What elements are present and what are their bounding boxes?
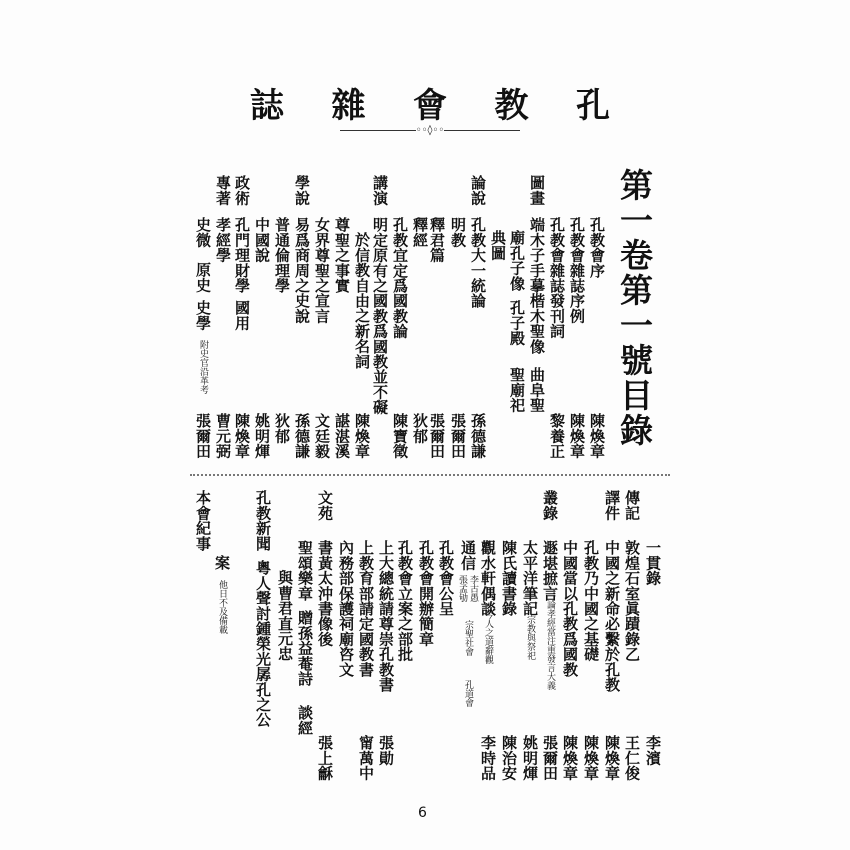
entry-title: 中國當以孔教爲國教 [561,540,579,677]
entry-author: 張爾田 [428,413,446,459]
entry-title: 遯堪摭言 [541,540,559,601]
section-label: 專著 [214,175,232,206]
entry-author: 孫德謙 [469,413,487,459]
entry-author: 張上龢 [316,735,334,781]
entry-title: 孔教乃中國之基礎 [582,540,600,662]
entry-title: 上教育部請定國教書 [357,540,375,677]
entry-author: 曹元弼 [214,413,232,459]
entry-title: 釋君篇 [428,217,446,263]
section-label: 傳記 [623,490,641,521]
entry-note: 宗教與祭祀 [525,615,535,660]
section-label: 本會紀事 [194,490,212,551]
entry-author: 姚明煇 [521,735,539,781]
entry-title: 一貫錄 [644,540,662,586]
section-label: 文苑 [316,490,334,521]
masthead-char: 會 [413,86,447,126]
entry-title: 敦煌石室眞蹟錄乙 [623,540,641,662]
entry-title: 典圖 [489,230,507,261]
entry-title: 於信教自由之新名詞 [353,232,371,369]
entry-author: 李濱 [644,735,662,766]
entry-title: 孝經學 [214,217,232,263]
section-label: 講演 [371,175,389,206]
entry-title: 孔教宜定爲國教論 [391,217,409,339]
entry-author: 陳煥章 [582,735,600,781]
entry-title: 太平洋筆記 [521,540,539,616]
entry-author: 諶湛溪 [333,413,351,459]
entry-title: 書黃太沖書像後 [316,540,334,647]
entry-author: 文廷毅 [313,413,331,459]
entry-note: 宗聖社會 [463,620,473,656]
entry-author: 張爾田 [541,735,559,781]
entry-title: 普通倫理學 [273,217,291,293]
entry-note: 他日不及備載 [217,580,227,634]
section-label: 政術 [233,175,251,206]
entry-title: 孔子殿 [508,300,526,346]
entry-author: 孫德謙 [293,413,311,459]
entry-title: 孔門理財學 [233,217,251,293]
page-number: 6 [418,805,427,821]
entry-title: 端木子手摹楷木聖像 [528,217,546,354]
entry-author: 狄郁 [411,413,429,444]
entry-title: 廟孔子像 [508,230,526,291]
entry-author: 陳煥章 [233,413,251,459]
entry-title: 贈孫益菴詩 [296,610,314,686]
entry-title: 聖頌樂章 [296,540,314,601]
entry-note: 今人之道辭觀 [483,610,493,664]
entry-title: 孔教大一統論 [469,217,487,309]
entry-note: 論孝經當注重發言大義 [545,600,555,690]
entry-author: 陳治安 [500,735,518,781]
entry-author: 王仁俊 [623,735,641,781]
entry-author: 張爾田 [449,413,467,459]
entry-title: 釋經 [411,217,429,248]
ornament-divider: ◦◦◊◦◦ [340,126,520,134]
entry-author: 李時品 [479,735,497,781]
entry-author: 甯萬中 [357,735,375,781]
entry-title: 通信 [459,540,477,571]
entry-author: 張爾田 [194,413,212,459]
entry-title: 粵人聲討鍾榮光孱孔之公 [254,560,272,728]
section-label: 叢錄 [541,490,559,521]
entry-author: 黎養正 [548,413,566,459]
entry-title: 尊聖之事實 [333,217,351,293]
entry-title: 案 [213,555,231,571]
entry-title: 內務部保護祠廟咨文 [337,540,355,677]
entry-note: 孔道會 [463,680,473,707]
entry-author: 陳煥章 [568,413,586,459]
entry-author: 姚明煇 [253,413,271,459]
entry-title: 史微 [194,217,212,248]
entry-title: 陳氏讀書錄 [500,540,518,616]
entry-author: 陳煥章 [353,413,371,459]
entry-title: 與曹君直元忠 [276,570,294,662]
section-label: 孔教新聞 [254,490,272,551]
entry-title: 聖廟祀 [508,367,526,413]
entry-author: 狄郁 [273,413,291,444]
entry-note: 張孟劬 [457,575,467,602]
entry-title: 明教 [449,217,467,248]
entry-title: 中國之新命必繫於孔教 [603,540,621,692]
entry-title: 易爲商周之史說 [293,217,311,324]
entry-title: 國用 [233,300,251,331]
section-label: 譯件 [603,490,621,521]
entry-title: 孔教會雜誌發刊詞 [548,217,566,339]
dotted-divider [190,474,670,476]
section-label: 學說 [293,175,311,206]
entry-note: 李古愚 [468,575,478,602]
entry-title: 史學 [194,300,212,331]
entry-author: 陳寶徵 [391,413,409,459]
entry-title: 明定原有之國教爲國教並不礙 [371,217,389,415]
masthead-char: 教 [494,86,529,126]
entry-title: 觀水軒偶談 [479,540,497,616]
entry-title: 孔教會雜誌序例 [568,217,586,324]
masthead-char: 誌 [250,86,284,126]
masthead-title [250,78,610,127]
section-label: 論說 [469,175,487,206]
entry-title: 孔教會開辦簡章 [417,540,435,647]
entry-title: 原史 [194,262,212,293]
masthead-char: 雜 [331,86,366,126]
entry-author: 陳煥章 [603,735,621,781]
entry-title: 孔教會序 [588,217,606,278]
entry-title: 女界尊聖之宣言 [313,217,331,324]
masthead-char: 孔 [576,86,610,126]
entry-title: 曲阜聖 [528,367,546,413]
entry-title: 中國說 [253,217,271,263]
entry-note: 附史官沿革考 [198,340,208,394]
entry-title: 談經 [296,705,314,736]
entry-author: 張勛 [377,735,395,766]
entry-title: 孔教會公呈 [437,540,455,616]
entry-title: 孔教會立案之部批 [396,540,414,662]
entry-author: 陳煥章 [561,735,579,781]
toc-heading: 第一卷第一號目錄 [615,168,654,448]
entry-title: 上大總統請尊崇孔教書 [377,540,395,692]
entry-author: 陳煥章 [588,413,606,459]
section-label: 圖畫 [528,175,546,206]
